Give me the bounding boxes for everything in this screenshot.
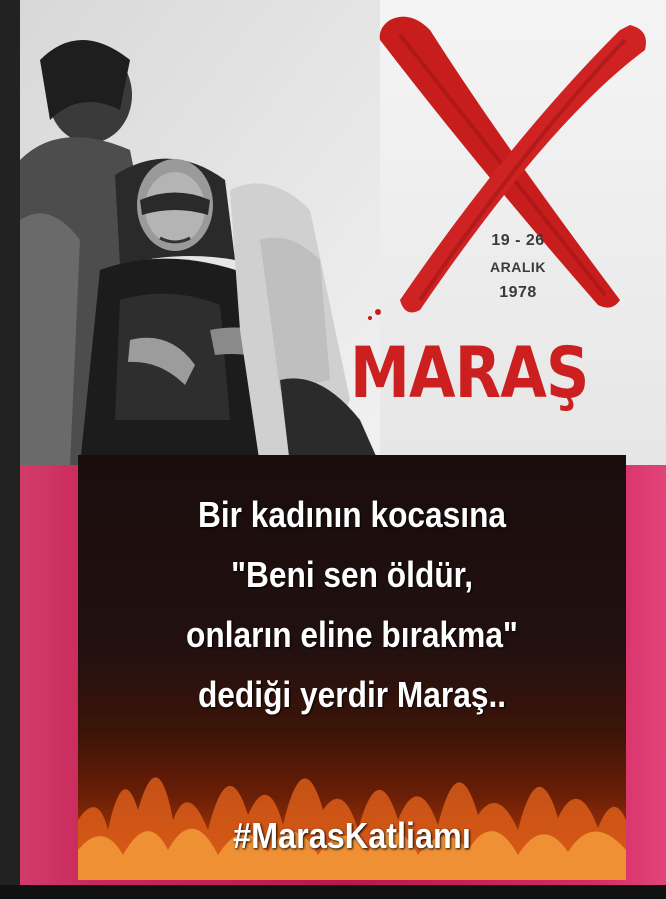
date-block (468, 228, 568, 306)
quote-line-1: Bir kadının kocasına (197, 494, 507, 535)
bottom-border (0, 885, 666, 899)
quote-line-4: dediği yerdir Maraş.. (197, 674, 507, 715)
quote-box (78, 455, 626, 880)
date-range: 19 - 26 (491, 232, 545, 249)
quote-text (111, 485, 593, 725)
quote-line-2: "Beni sen öldür, (230, 554, 474, 595)
quote-line-3: onların eline bırakma" (186, 614, 518, 655)
mourning-photo (20, 0, 380, 465)
city-title: MARAŞ (350, 332, 589, 414)
hashtag: #MarasKatliamı (233, 815, 471, 856)
year-label: 1978 (499, 284, 537, 301)
month-label: ARALIK (490, 259, 546, 275)
left-border (0, 0, 20, 899)
